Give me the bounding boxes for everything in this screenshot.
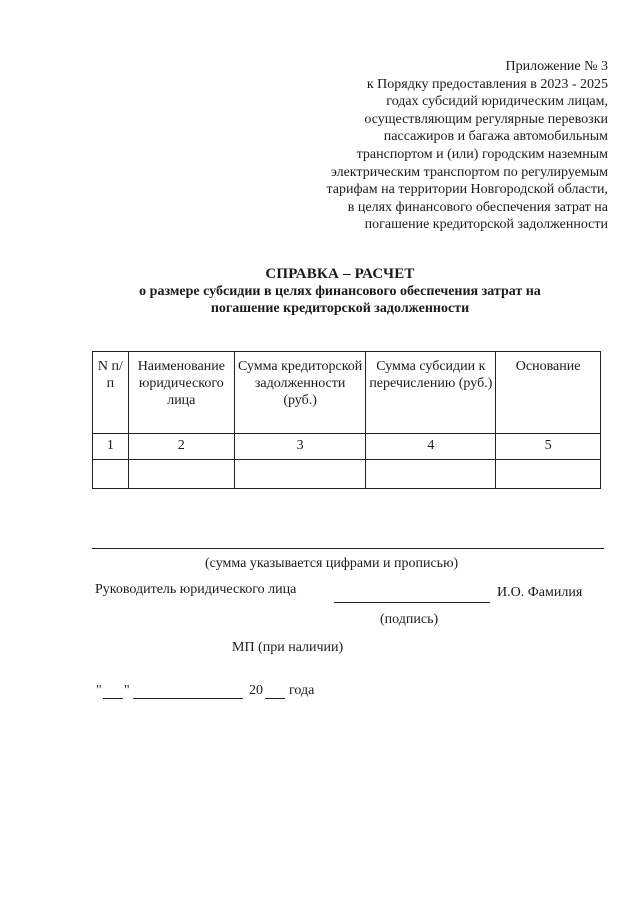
signature-caption: (подпись) [380, 612, 439, 627]
table-cell: 3 [234, 434, 366, 460]
calculation-table [92, 351, 601, 489]
table-row [93, 460, 601, 489]
document-subtitle-line-1: о размере субсидии в целях финансового обеспечения затрат на [139, 284, 541, 299]
signature-line [334, 602, 490, 603]
date-day-blank [103, 698, 123, 699]
date-suffix: года [289, 683, 315, 698]
appendix-line: годах субсидий юридическим лицам, [386, 94, 608, 110]
appendix-line: к Порядку предоставления в 2023 - 2025 [366, 76, 608, 92]
header-subsidy-amount: Сумма субсидии к перечислению (руб.) [366, 352, 496, 434]
appendix-line: погашение кредиторской задолженности [364, 217, 608, 233]
date-quote-open: " [96, 683, 102, 698]
head-label: Руководитель юридического лица [95, 582, 297, 597]
date-year-blank [265, 698, 285, 699]
table-header-row [93, 352, 601, 434]
head-name: И.О. Фамилия [497, 585, 583, 600]
table-cell: 5 [496, 434, 601, 460]
sum-caption: (сумма указывается цифрами и прописью) [205, 556, 459, 571]
header-basis: Основание [496, 352, 601, 434]
date-quote-close: " [124, 683, 130, 698]
document-title-block [60, 266, 620, 317]
table-row [93, 434, 601, 460]
appendix-line: пассажиров и багажа автомобильным [383, 129, 608, 145]
stamp-label: МП (при наличии) [232, 640, 344, 655]
appendix-line: в целях финансового обеспечения затрат на [347, 199, 608, 215]
appendix-line: Приложение № 3 [505, 59, 608, 74]
document-title: СПРАВКА – РАСЧЕТ [265, 266, 415, 282]
appendix-line: осуществляющим регулярные перевозки [364, 111, 608, 127]
appendix-note [278, 58, 608, 234]
sum-line [92, 548, 604, 549]
table-cell-empty [93, 460, 129, 489]
table-cell: 2 [128, 434, 234, 460]
table-cell-empty [128, 460, 234, 489]
appendix-line: транспортом и (или) городским наземным [356, 146, 608, 162]
date-month-blank [133, 698, 243, 699]
appendix-line: электрическим транспортом по регулируемым [330, 164, 608, 180]
document-subtitle-line-2: погашение кредиторской задолженности [210, 301, 470, 316]
date-year-prefix: 20 [249, 683, 263, 698]
header-debt-amount: Сумма кредиторской задолженности (руб.) [234, 352, 366, 434]
table-cell: 4 [366, 434, 496, 460]
table-cell-empty [366, 460, 496, 489]
header-company-name: Наименование юридического лица [128, 352, 234, 434]
table-cell-empty [496, 460, 601, 489]
table-cell: 1 [93, 434, 129, 460]
header-number: N п/п [93, 352, 129, 434]
table-cell-empty [234, 460, 366, 489]
appendix-line: тарифам на территории Новгородской области, [326, 182, 608, 198]
